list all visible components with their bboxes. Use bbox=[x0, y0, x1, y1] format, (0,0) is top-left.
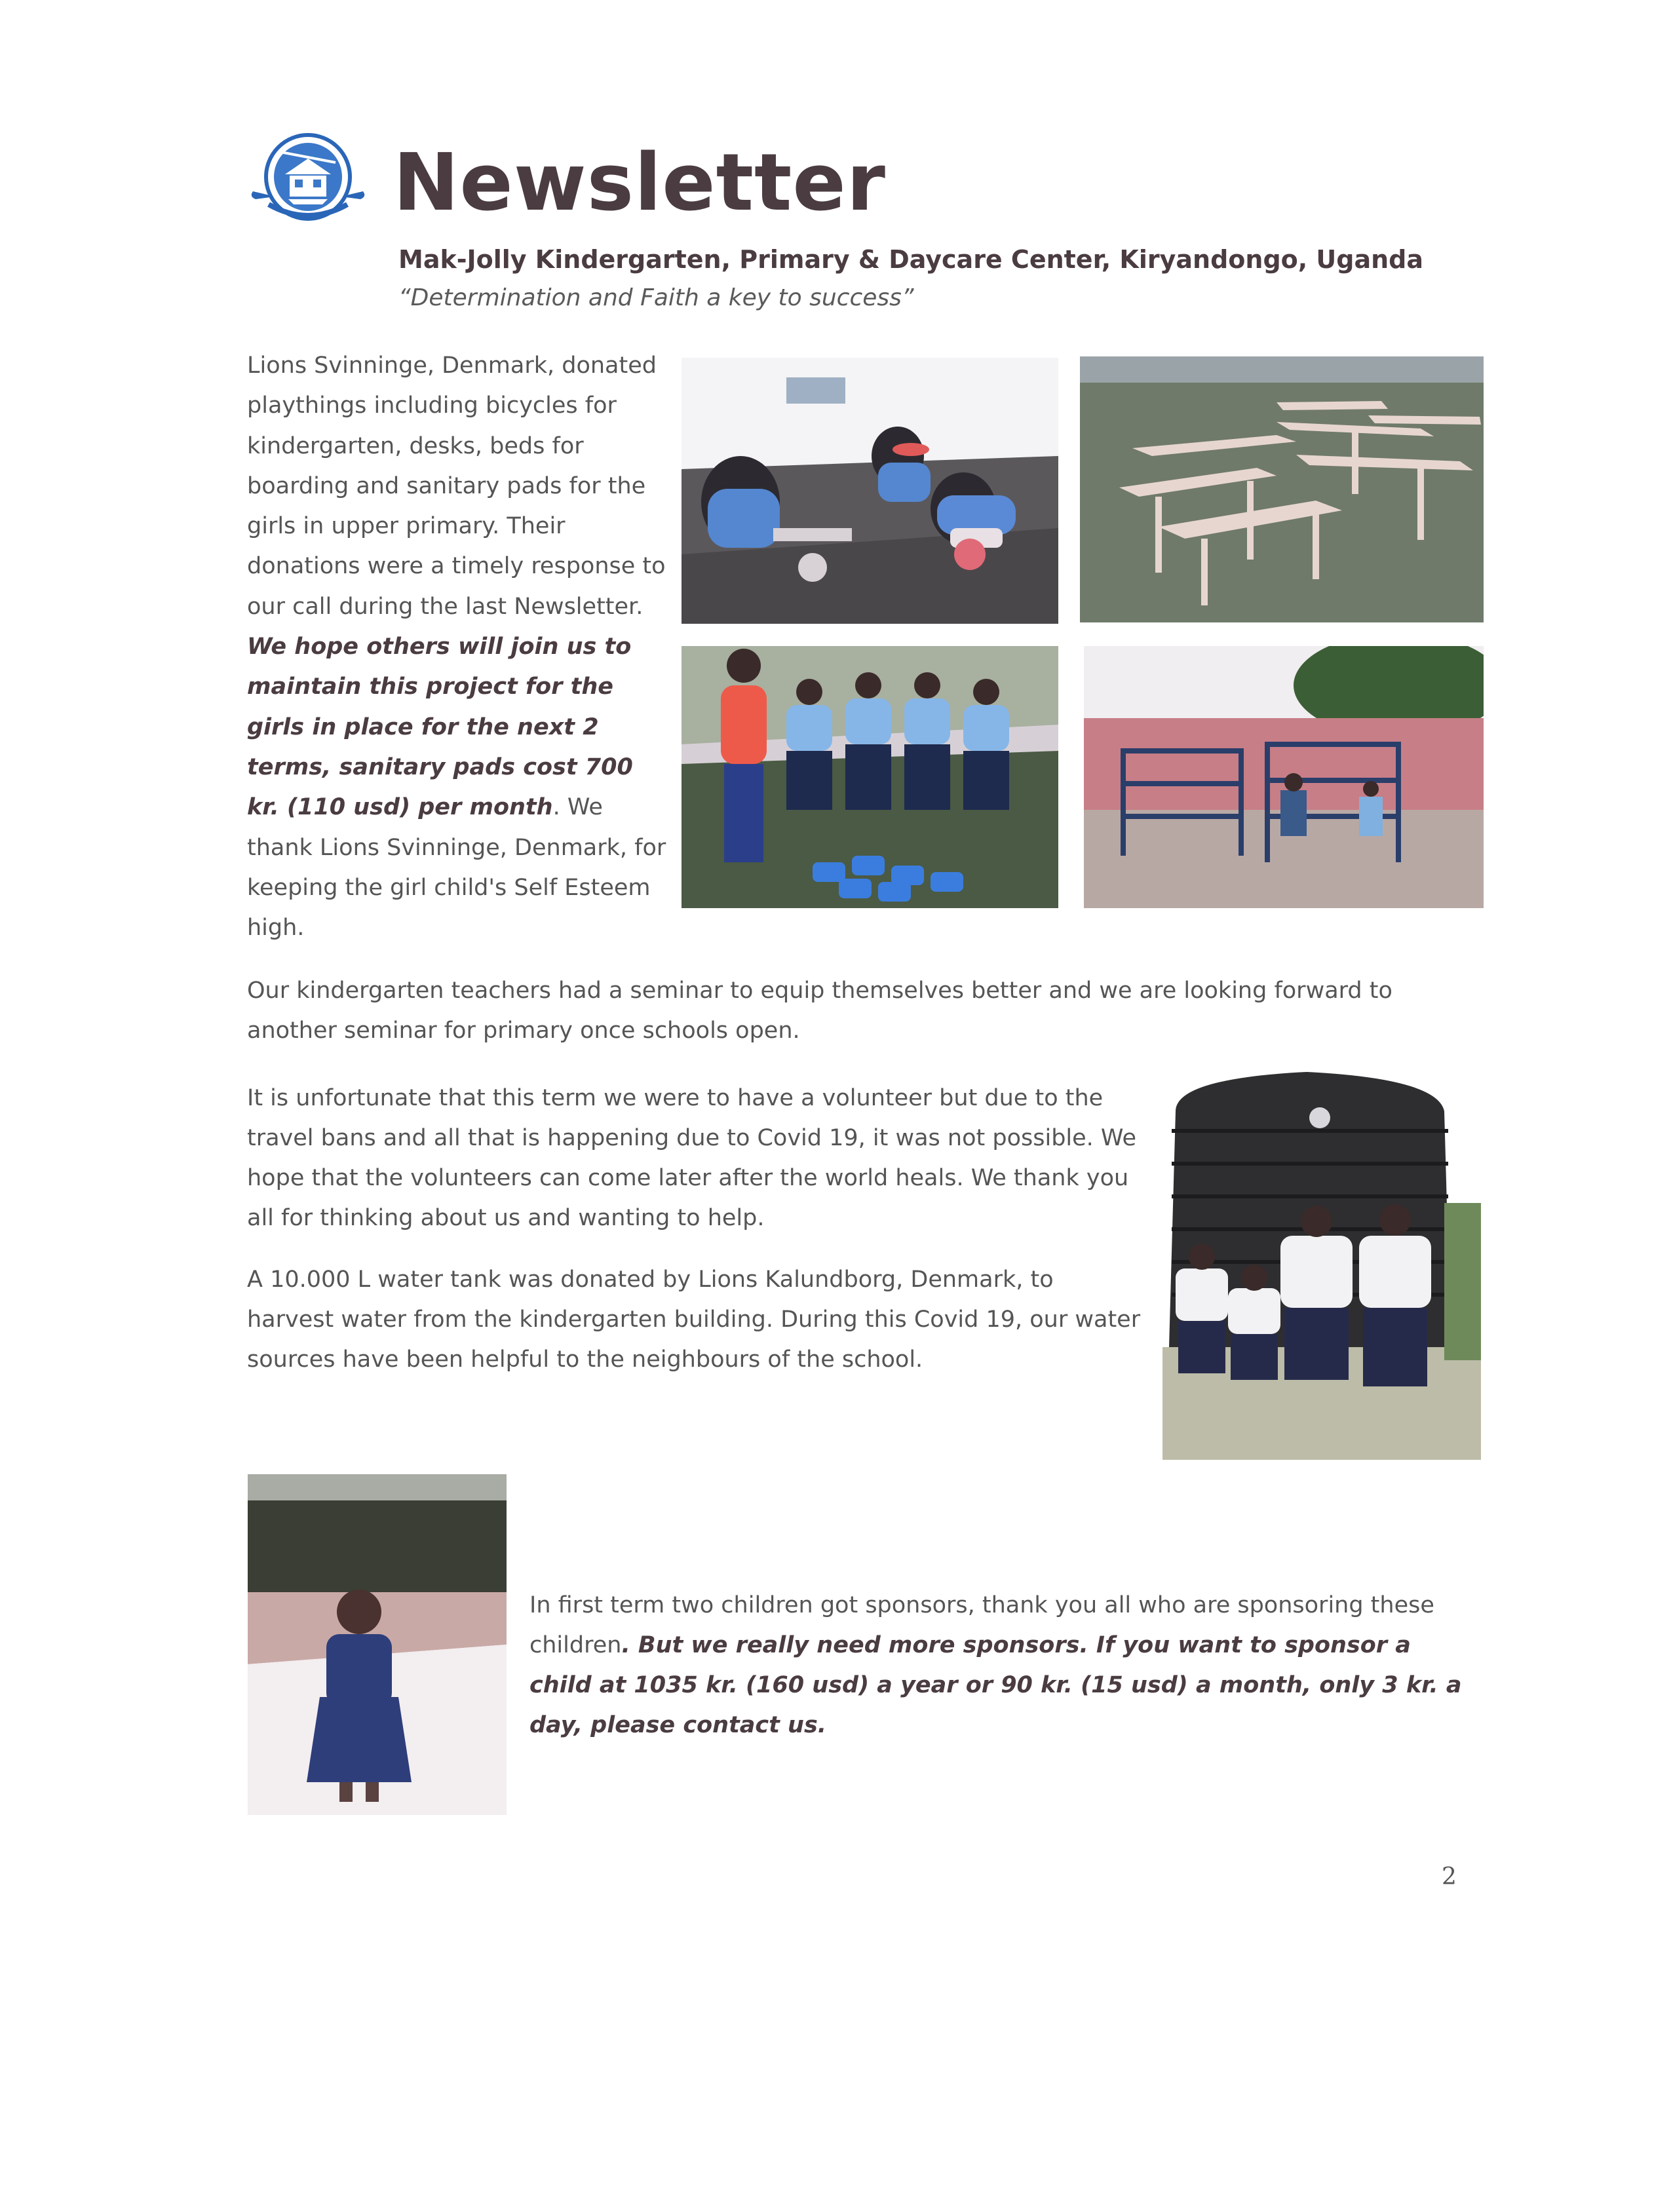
photo-children-bicycles bbox=[682, 358, 1058, 624]
school-name: Mak-Jolly Kindergarten, Primary & Daycare Center, Kiryandongo, Uganda bbox=[398, 245, 1424, 274]
sponsors-intro: In first term two children got sponsors, thank you all who are sponsoring these children bbox=[529, 1592, 1434, 1658]
photo-girls-sanitary-pads bbox=[682, 646, 1058, 908]
photo-bunk-beds bbox=[1084, 646, 1484, 908]
page-number: 2 bbox=[1442, 1863, 1457, 1890]
seminar-paragraph: Our kindergarten teachers had a seminar to equip themselves better and we are looking forward to another seminar for primary once schools open. bbox=[247, 978, 1392, 1044]
water-tank-paragraph: A 10.000 L water tank was donated by Lions Kalundborg, Denmark, to harvest water from the kindergarten building. During this Covid 19, our water sources have been helpful to the neighbours of the school. bbox=[247, 1267, 1141, 1373]
photo-desks bbox=[1080, 356, 1484, 622]
sponsors-appeal: . But we really need more sponsors. If you want to sponsor a child at 1035 kr. (160 usd) a year or 90 kr. (15 usd) a month, only 3 kr. a day, please contact us. bbox=[529, 1632, 1462, 1738]
volunteer-paragraph: It is unfortunate that this term we were to have a volunteer but due to the travel bans and all that is happening due to Covid 19, it was not possible. We hope that the volunteers can come later after the world heals. We thank you all for thinking about us and wanting to help. bbox=[247, 1085, 1137, 1231]
sponsors-paragraph bbox=[529, 1586, 1467, 1745]
donations-thanks: . We thank Lions Svinninge, Denmark, for keeping the girl child's Self Esteem high. bbox=[247, 794, 666, 942]
donations-appeal: We hope others will join us to maintain this project for the girls in place for the next 2 terms, sanitary pads cost 700 kr. (110 usd) per month bbox=[247, 634, 633, 821]
donations-intro: Lions Svinninge, Denmark, donated playthings including bicycles for kindergarten, desks, beds for boarding and sanitary pads for the girls in upper primary. Their donations were a timely response to our call during the last Newsletter. bbox=[247, 353, 666, 620]
school-motto: “Determination and Faith a key to success” bbox=[398, 284, 914, 311]
donations-paragraph bbox=[247, 346, 666, 948]
newsletter-title: Newsletter bbox=[393, 138, 886, 229]
photo-water-tank-children bbox=[1162, 1072, 1481, 1460]
school-logo bbox=[249, 128, 367, 227]
photo-sponsored-child bbox=[248, 1474, 507, 1815]
